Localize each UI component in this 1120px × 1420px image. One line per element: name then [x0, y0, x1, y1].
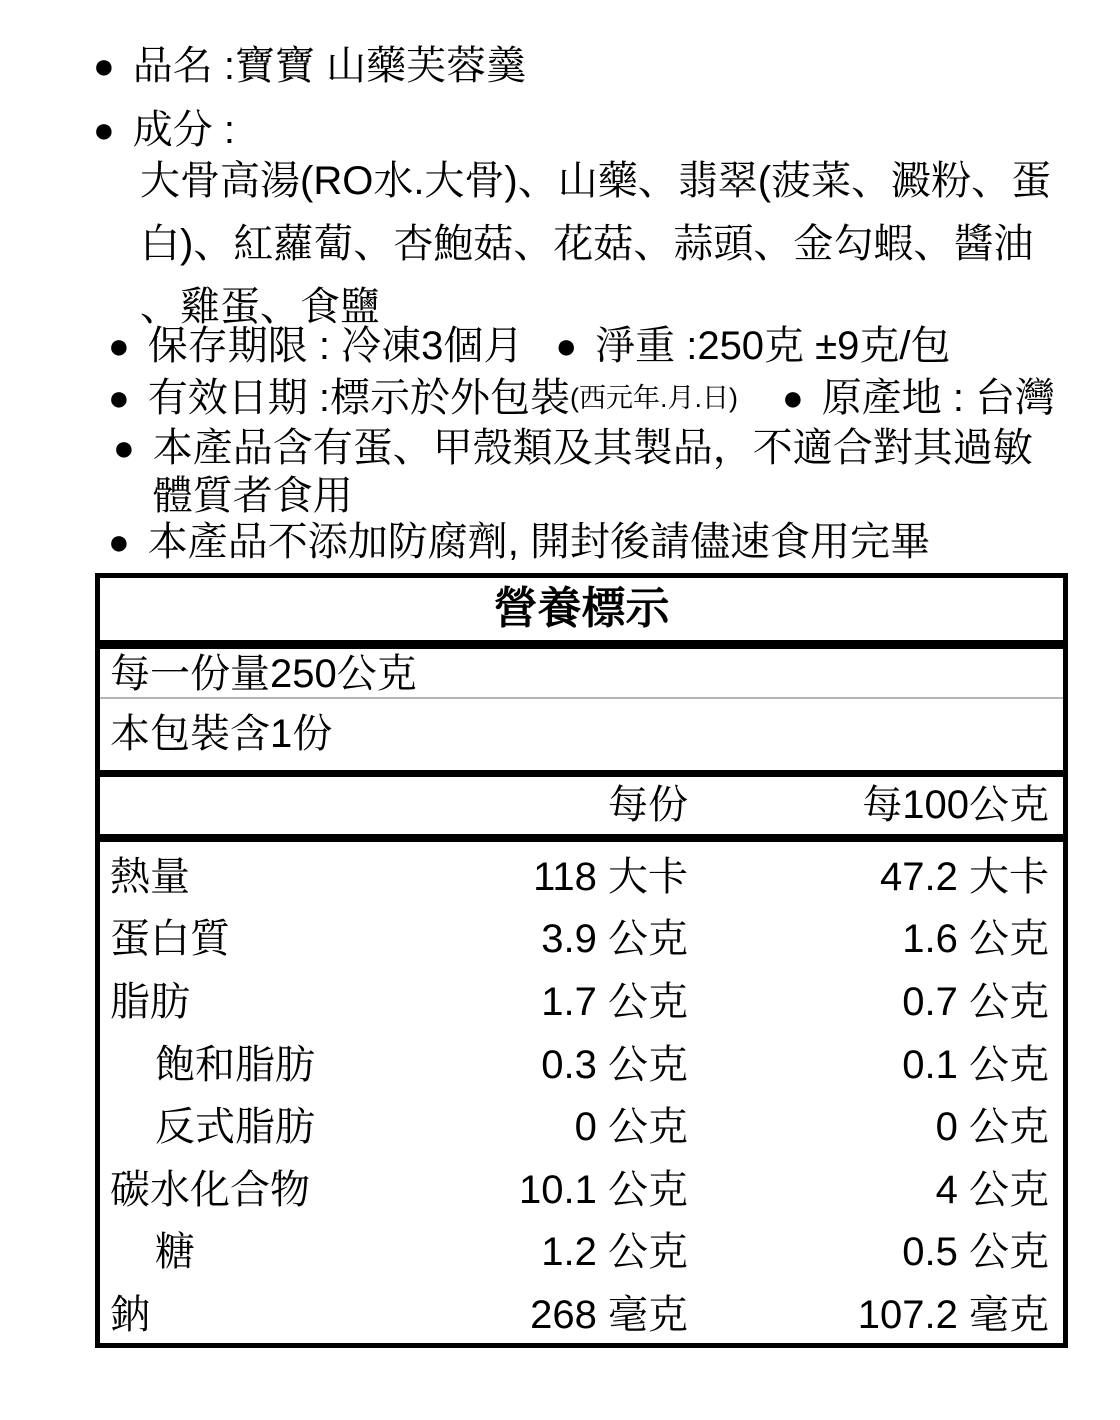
- nutrition-title: 營養標示: [100, 578, 1063, 649]
- servings-per-pack-row: 本包裝含1份: [100, 699, 1063, 777]
- nutrient-per-serving: 10.1 公克: [519, 1167, 688, 1212]
- bullet-icon: ●: [108, 325, 130, 366]
- expiry-date-format-note: (西元年.月.日): [569, 383, 738, 413]
- allergen-text: [153, 424, 1033, 520]
- expiry-text: 有效日期 :標示於外包裝: [147, 376, 570, 420]
- allergen-line: [113, 424, 1033, 520]
- nutrient-per-100g: 107.2 毫克: [857, 1292, 1049, 1337]
- bullet-icon: ●: [108, 521, 130, 562]
- table-row: [100, 905, 1063, 968]
- column-header-per-100g: 每100公克: [862, 783, 1049, 827]
- nutrient-per-100g: 0 公克: [935, 1105, 1049, 1150]
- nutrient-name: 反式脂肪: [155, 1105, 315, 1150]
- preservative-text: 本產品不添加防腐劑, 開封後請儘速食用完畢: [147, 520, 930, 564]
- bullet-icon: ●: [555, 325, 578, 366]
- net-weight-text: 淨重 :250克 ±9克/包: [595, 324, 951, 368]
- table-row: [100, 967, 1063, 1030]
- preservative-line: [108, 516, 930, 568]
- nutrient-per-serving: 1.7 公克: [541, 979, 688, 1024]
- allergen-line-2: 體質者食用: [152, 474, 353, 518]
- table-row: [100, 1218, 1063, 1281]
- table-row: [100, 1092, 1063, 1155]
- nutrition-table: [95, 573, 1068, 1348]
- table-row: [100, 1155, 1063, 1218]
- nutrient-per-100g: 1.6 公克: [902, 917, 1049, 962]
- nutrient-per-100g: 0.5 公克: [902, 1230, 1049, 1275]
- nutrient-name: 熱量: [110, 854, 190, 899]
- bullet-icon: ●: [113, 427, 135, 468]
- ingredients-heading-line: [93, 104, 235, 156]
- nutrient-per-serving: 3.9 公克: [541, 917, 688, 962]
- bullet-icon: ●: [93, 109, 115, 150]
- nutrient-name: 鈉: [110, 1292, 150, 1337]
- nutrient-per-serving: 0 公克: [574, 1105, 688, 1150]
- nutrient-per-100g: 47.2 大卡: [880, 854, 1049, 899]
- table-row: [100, 1030, 1063, 1093]
- expiry-origin-line: [108, 372, 1055, 424]
- ingredients-text: [140, 150, 1100, 339]
- nutrient-per-100g: 0.1 公克: [902, 1042, 1049, 1087]
- nutrient-name: 碳水化合物: [110, 1167, 310, 1212]
- serving-size-row: 每一份量250公克: [100, 649, 1063, 699]
- column-header-per-serving: 每份: [608, 783, 688, 827]
- origin-text: 原產地 : 台灣: [821, 376, 1056, 420]
- allergen-line-1: 本產品含有蛋、甲殼類及其製品，不適合對其過敏: [152, 426, 1033, 470]
- bullet-icon: ●: [93, 45, 115, 86]
- ingredients-prefix: 成分 :: [132, 108, 235, 152]
- nutrition-column-header-row: [100, 777, 1063, 842]
- ingredients-line-2: 白)、紅蘿蔔、杏鮑菇、花菇、蒜頭、金勾蝦、醬油: [140, 222, 1034, 266]
- table-row: [100, 1280, 1063, 1343]
- nutrient-per-100g: 0.7 公克: [902, 979, 1049, 1024]
- ingredients-line-3: 、雞蛋、食鹽: [140, 285, 380, 329]
- nutrient-per-100g: 4 公克: [935, 1167, 1049, 1212]
- nutrient-name: 蛋白質: [110, 917, 230, 962]
- nutrient-name: 脂肪: [110, 979, 190, 1024]
- nutrient-per-serving: 268 毫克: [530, 1292, 688, 1337]
- nutrient-name: 飽和脂肪: [155, 1042, 315, 1087]
- bullet-icon: ●: [108, 377, 130, 418]
- nutrient-name: 糖: [155, 1230, 195, 1275]
- nutrient-per-serving: 0.3 公克: [541, 1042, 688, 1087]
- product-name-line: [93, 40, 526, 92]
- shelf-life-text: 保存期限 : 冷凍3個月: [147, 324, 524, 368]
- column-header-empty: [100, 777, 465, 834]
- table-row: [100, 842, 1063, 905]
- product-name-value: 寶寶 山藥芙蓉羹: [234, 44, 527, 88]
- nutrient-per-serving: 1.2 公克: [541, 1230, 688, 1275]
- nutrient-per-serving: 118 大卡: [533, 854, 688, 899]
- bullet-icon: ●: [781, 377, 804, 418]
- ingredients-line-1: 大骨高湯(RO水.大骨)、山藥、翡翠(菠菜、澱粉、蛋: [140, 159, 1052, 203]
- storage-netweight-line: [108, 320, 950, 372]
- product-name-prefix: 品名 :: [132, 44, 235, 88]
